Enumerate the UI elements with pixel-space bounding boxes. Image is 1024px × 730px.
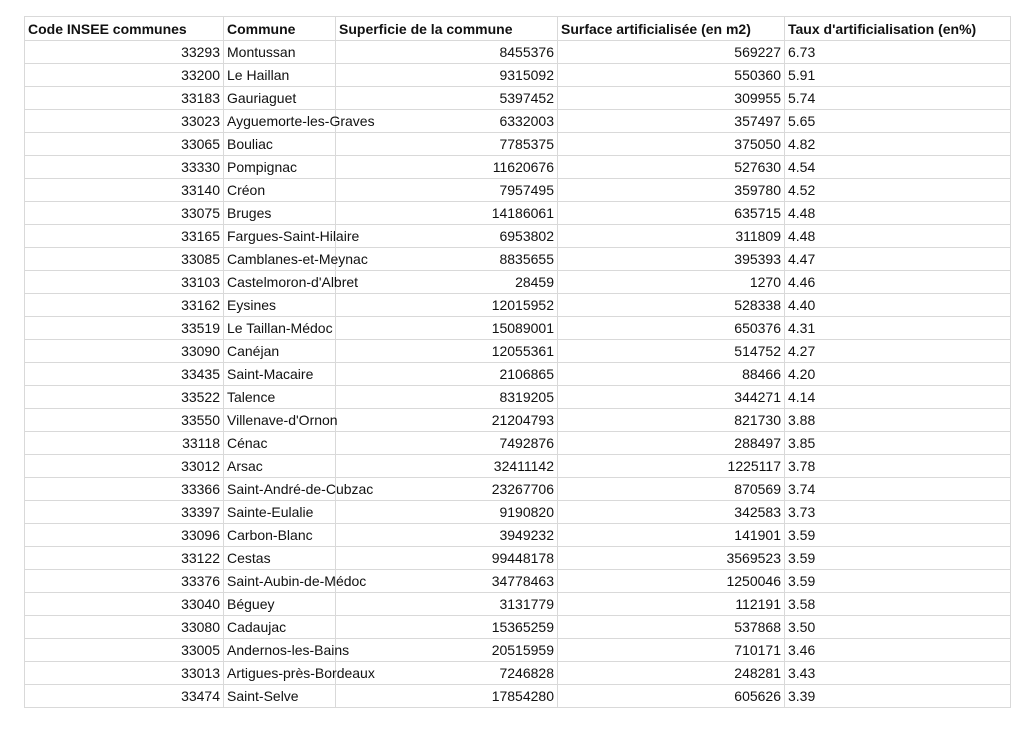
cell-taux[interactable]: 4.14: [785, 386, 1011, 409]
cell-taux[interactable]: 3.73: [785, 501, 1011, 524]
table-row: [25, 202, 1011, 225]
cell-superficie[interactable]: 20515959: [336, 639, 558, 662]
cell-superficie[interactable]: 3131779: [336, 593, 558, 616]
cell-taux[interactable]: 5.91: [785, 64, 1011, 87]
cell-code[interactable]: 33122: [25, 547, 224, 570]
cell-commune[interactable]: Talence: [224, 386, 336, 409]
cell-taux[interactable]: 4.48: [785, 202, 1011, 225]
cell-commune[interactable]: Gauriaguet: [224, 87, 336, 110]
table-row: [25, 110, 1011, 133]
cell-superficie[interactable]: 8455376: [336, 41, 558, 64]
table-row: [25, 271, 1011, 294]
cell-commune[interactable]: Artigues-près-Bordeaux: [224, 662, 336, 685]
cell-superficie[interactable]: 6953802: [336, 225, 558, 248]
cell-code[interactable]: 33376: [25, 570, 224, 593]
cell-code[interactable]: 33519: [25, 317, 224, 340]
cell-superficie[interactable]: 3949232: [336, 524, 558, 547]
cell-superficie[interactable]: 21204793: [336, 409, 558, 432]
cell-taux[interactable]: 4.48: [785, 225, 1011, 248]
cell-surface[interactable]: 112191: [558, 593, 785, 616]
cell-code[interactable]: 33183: [25, 87, 224, 110]
cell-superficie[interactable]: 9315092: [336, 64, 558, 87]
cell-surface[interactable]: 537868: [558, 616, 785, 639]
cell-superficie[interactable]: 23267706: [336, 478, 558, 501]
cell-commune[interactable]: Le Haillan: [224, 64, 336, 87]
table-row: [25, 386, 1011, 409]
table-row: [25, 639, 1011, 662]
cell-taux[interactable]: 4.46: [785, 271, 1011, 294]
cell-taux[interactable]: 3.59: [785, 524, 1011, 547]
cell-commune[interactable]: Sainte-Eulalie: [224, 501, 336, 524]
cell-surface[interactable]: 342583: [558, 501, 785, 524]
cell-surface[interactable]: 1270: [558, 271, 785, 294]
cell-superficie[interactable]: 12055361: [336, 340, 558, 363]
cell-commune[interactable]: Créon: [224, 179, 336, 202]
cell-commune[interactable]: Camblanes-et-Meynac: [224, 248, 336, 271]
cell-surface[interactable]: 375050: [558, 133, 785, 156]
cell-taux[interactable]: 3.88: [785, 409, 1011, 432]
table-row: [25, 87, 1011, 110]
cell-surface[interactable]: 870569: [558, 478, 785, 501]
table-row: [25, 363, 1011, 386]
cell-taux[interactable]: 3.59: [785, 570, 1011, 593]
cell-superficie[interactable]: 14186061: [336, 202, 558, 225]
cell-surface[interactable]: 635715: [558, 202, 785, 225]
cell-code[interactable]: 33065: [25, 133, 224, 156]
cell-commune[interactable]: Saint-Selve: [224, 685, 336, 708]
spreadsheet: [24, 16, 1010, 716]
cell-surface[interactable]: 650376: [558, 317, 785, 340]
table-row: [25, 570, 1011, 593]
cell-commune[interactable]: Le Taillan-Médoc: [224, 317, 336, 340]
cell-superficie[interactable]: 15365259: [336, 616, 558, 639]
cell-commune[interactable]: Castelmoron-d'Albret: [224, 271, 336, 294]
data-table: [24, 16, 1011, 708]
cell-taux[interactable]: 4.82: [785, 133, 1011, 156]
cell-code[interactable]: 33550: [25, 409, 224, 432]
cell-taux[interactable]: 5.74: [785, 87, 1011, 110]
table-row: [25, 294, 1011, 317]
cell-commune[interactable]: Saint-André-de-Cubzac: [224, 478, 336, 501]
cell-taux[interactable]: 3.58: [785, 593, 1011, 616]
cell-surface[interactable]: 1250046: [558, 570, 785, 593]
cell-taux[interactable]: 3.74: [785, 478, 1011, 501]
cell-superficie[interactable]: 6332003: [336, 110, 558, 133]
table-body: [25, 41, 1011, 708]
cell-taux[interactable]: 3.39: [785, 685, 1011, 708]
cell-code[interactable]: 33012: [25, 455, 224, 478]
table-row: [25, 593, 1011, 616]
cell-surface[interactable]: 710171: [558, 639, 785, 662]
cell-superficie[interactable]: 28459: [336, 271, 558, 294]
cell-superficie[interactable]: 17854280: [336, 685, 558, 708]
cell-commune[interactable]: Fargues-Saint-Hilaire: [224, 225, 336, 248]
cell-commune[interactable]: Villenave-d'Ornon: [224, 409, 336, 432]
cell-taux[interactable]: 3.78: [785, 455, 1011, 478]
cell-superficie[interactable]: 7246828: [336, 662, 558, 685]
table-row: [25, 501, 1011, 524]
cell-commune[interactable]: Carbon-Blanc: [224, 524, 336, 547]
table-row: [25, 455, 1011, 478]
cell-taux[interactable]: 4.20: [785, 363, 1011, 386]
cell-commune[interactable]: Bouliac: [224, 133, 336, 156]
cell-superficie[interactable]: 2106865: [336, 363, 558, 386]
cell-commune[interactable]: Bruges: [224, 202, 336, 225]
cell-surface[interactable]: 1225117: [558, 455, 785, 478]
table-row: [25, 225, 1011, 248]
cell-code[interactable]: 33162: [25, 294, 224, 317]
table-row: [25, 685, 1011, 708]
cell-surface[interactable]: 395393: [558, 248, 785, 271]
cell-surface[interactable]: 309955: [558, 87, 785, 110]
cell-commune[interactable]: Canéjan: [224, 340, 336, 363]
cell-code[interactable]: 33040: [25, 593, 224, 616]
cell-code[interactable]: 33103: [25, 271, 224, 294]
cell-code[interactable]: 33366: [25, 478, 224, 501]
cell-code[interactable]: 33200: [25, 64, 224, 87]
header-cell-superficie[interactable]: Superficie de la commune: [336, 17, 558, 41]
cell-surface[interactable]: 311809: [558, 225, 785, 248]
cell-code[interactable]: 33474: [25, 685, 224, 708]
cell-surface[interactable]: 141901: [558, 524, 785, 547]
cell-code[interactable]: 33165: [25, 225, 224, 248]
header-row: [25, 17, 1011, 41]
cell-superficie[interactable]: 11620676: [336, 156, 558, 179]
table-row: [25, 179, 1011, 202]
header-cell-code[interactable]: Code INSEE communes: [25, 17, 224, 41]
cell-commune[interactable]: Pompignac: [224, 156, 336, 179]
cell-commune[interactable]: Béguey: [224, 593, 336, 616]
table-row: [25, 478, 1011, 501]
table-row: [25, 616, 1011, 639]
header-cell-surface[interactable]: Surface artificialisée (en m2): [558, 17, 785, 41]
cell-code[interactable]: 33023: [25, 110, 224, 133]
cell-superficie[interactable]: 5397452: [336, 87, 558, 110]
cell-code[interactable]: 33435: [25, 363, 224, 386]
cell-commune[interactable]: Eysines: [224, 294, 336, 317]
cell-taux[interactable]: 4.54: [785, 156, 1011, 179]
cell-taux[interactable]: 3.85: [785, 432, 1011, 455]
cell-surface[interactable]: 357497: [558, 110, 785, 133]
table-row: [25, 41, 1011, 64]
cell-superficie[interactable]: 7492876: [336, 432, 558, 455]
table-row: [25, 340, 1011, 363]
table-row: [25, 64, 1011, 87]
table-row: [25, 432, 1011, 455]
table-row: [25, 409, 1011, 432]
cell-surface[interactable]: 528338: [558, 294, 785, 317]
cell-superficie[interactable]: 8319205: [336, 386, 558, 409]
cell-code[interactable]: 33075: [25, 202, 224, 225]
cell-commune[interactable]: Arsac: [224, 455, 336, 478]
cell-taux[interactable]: 3.50: [785, 616, 1011, 639]
cell-taux[interactable]: 3.46: [785, 639, 1011, 662]
cell-taux[interactable]: 4.27: [785, 340, 1011, 363]
cell-surface[interactable]: 288497: [558, 432, 785, 455]
cell-surface[interactable]: 88466: [558, 363, 785, 386]
cell-code[interactable]: 33085: [25, 248, 224, 271]
cell-surface[interactable]: 550360: [558, 64, 785, 87]
cell-code[interactable]: 33096: [25, 524, 224, 547]
cell-taux[interactable]: 3.43: [785, 662, 1011, 685]
cell-superficie[interactable]: 34778463: [336, 570, 558, 593]
table-row: [25, 248, 1011, 271]
cell-surface[interactable]: 569227: [558, 41, 785, 64]
header-cell-commune[interactable]: Commune: [224, 17, 336, 41]
cell-taux[interactable]: 5.65: [785, 110, 1011, 133]
cell-code[interactable]: 33140: [25, 179, 224, 202]
cell-commune[interactable]: Cestas: [224, 547, 336, 570]
cell-superficie[interactable]: 7957495: [336, 179, 558, 202]
cell-commune[interactable]: Andernos-les-Bains: [224, 639, 336, 662]
cell-taux[interactable]: 6.73: [785, 41, 1011, 64]
cell-superficie[interactable]: 99448178: [336, 547, 558, 570]
table-row: [25, 133, 1011, 156]
table-row: [25, 547, 1011, 570]
cell-surface[interactable]: 605626: [558, 685, 785, 708]
cell-code[interactable]: 33013: [25, 662, 224, 685]
cell-superficie[interactable]: 15089001: [336, 317, 558, 340]
cell-commune[interactable]: Saint-Aubin-de-Médoc: [224, 570, 336, 593]
cell-taux[interactable]: 4.47: [785, 248, 1011, 271]
table-row: [25, 317, 1011, 340]
cell-surface[interactable]: 514752: [558, 340, 785, 363]
cell-commune[interactable]: Cadaujac: [224, 616, 336, 639]
cell-superficie[interactable]: 32411142: [336, 455, 558, 478]
cell-surface[interactable]: 248281: [558, 662, 785, 685]
cell-taux[interactable]: 3.59: [785, 547, 1011, 570]
cell-surface[interactable]: 344271: [558, 386, 785, 409]
cell-code[interactable]: 33118: [25, 432, 224, 455]
cell-taux[interactable]: 4.40: [785, 294, 1011, 317]
cell-code[interactable]: 33005: [25, 639, 224, 662]
header-cell-taux[interactable]: Taux d'artificialisation (en%): [785, 17, 1011, 41]
cell-code[interactable]: 33522: [25, 386, 224, 409]
table-row: [25, 662, 1011, 685]
cell-commune[interactable]: Ayguemorte-les-Graves: [224, 110, 336, 133]
cell-commune[interactable]: Cénac: [224, 432, 336, 455]
cell-code[interactable]: 33330: [25, 156, 224, 179]
cell-code[interactable]: 33080: [25, 616, 224, 639]
table-row: [25, 524, 1011, 547]
cell-commune[interactable]: Saint-Macaire: [224, 363, 336, 386]
cell-taux[interactable]: 4.31: [785, 317, 1011, 340]
cell-code[interactable]: 33090: [25, 340, 224, 363]
cell-surface[interactable]: 527630: [558, 156, 785, 179]
cell-superficie[interactable]: 12015952: [336, 294, 558, 317]
cell-surface[interactable]: 359780: [558, 179, 785, 202]
table-row: [25, 156, 1011, 179]
cell-code[interactable]: 33293: [25, 41, 224, 64]
cell-surface[interactable]: 821730: [558, 409, 785, 432]
cell-surface[interactable]: 3569523: [558, 547, 785, 570]
cell-superficie[interactable]: 7785375: [336, 133, 558, 156]
cell-commune[interactable]: Montussan: [224, 41, 336, 64]
cell-superficie[interactable]: 8835655: [336, 248, 558, 271]
cell-taux[interactable]: 4.52: [785, 179, 1011, 202]
cell-superficie[interactable]: 9190820: [336, 501, 558, 524]
cell-code[interactable]: 33397: [25, 501, 224, 524]
